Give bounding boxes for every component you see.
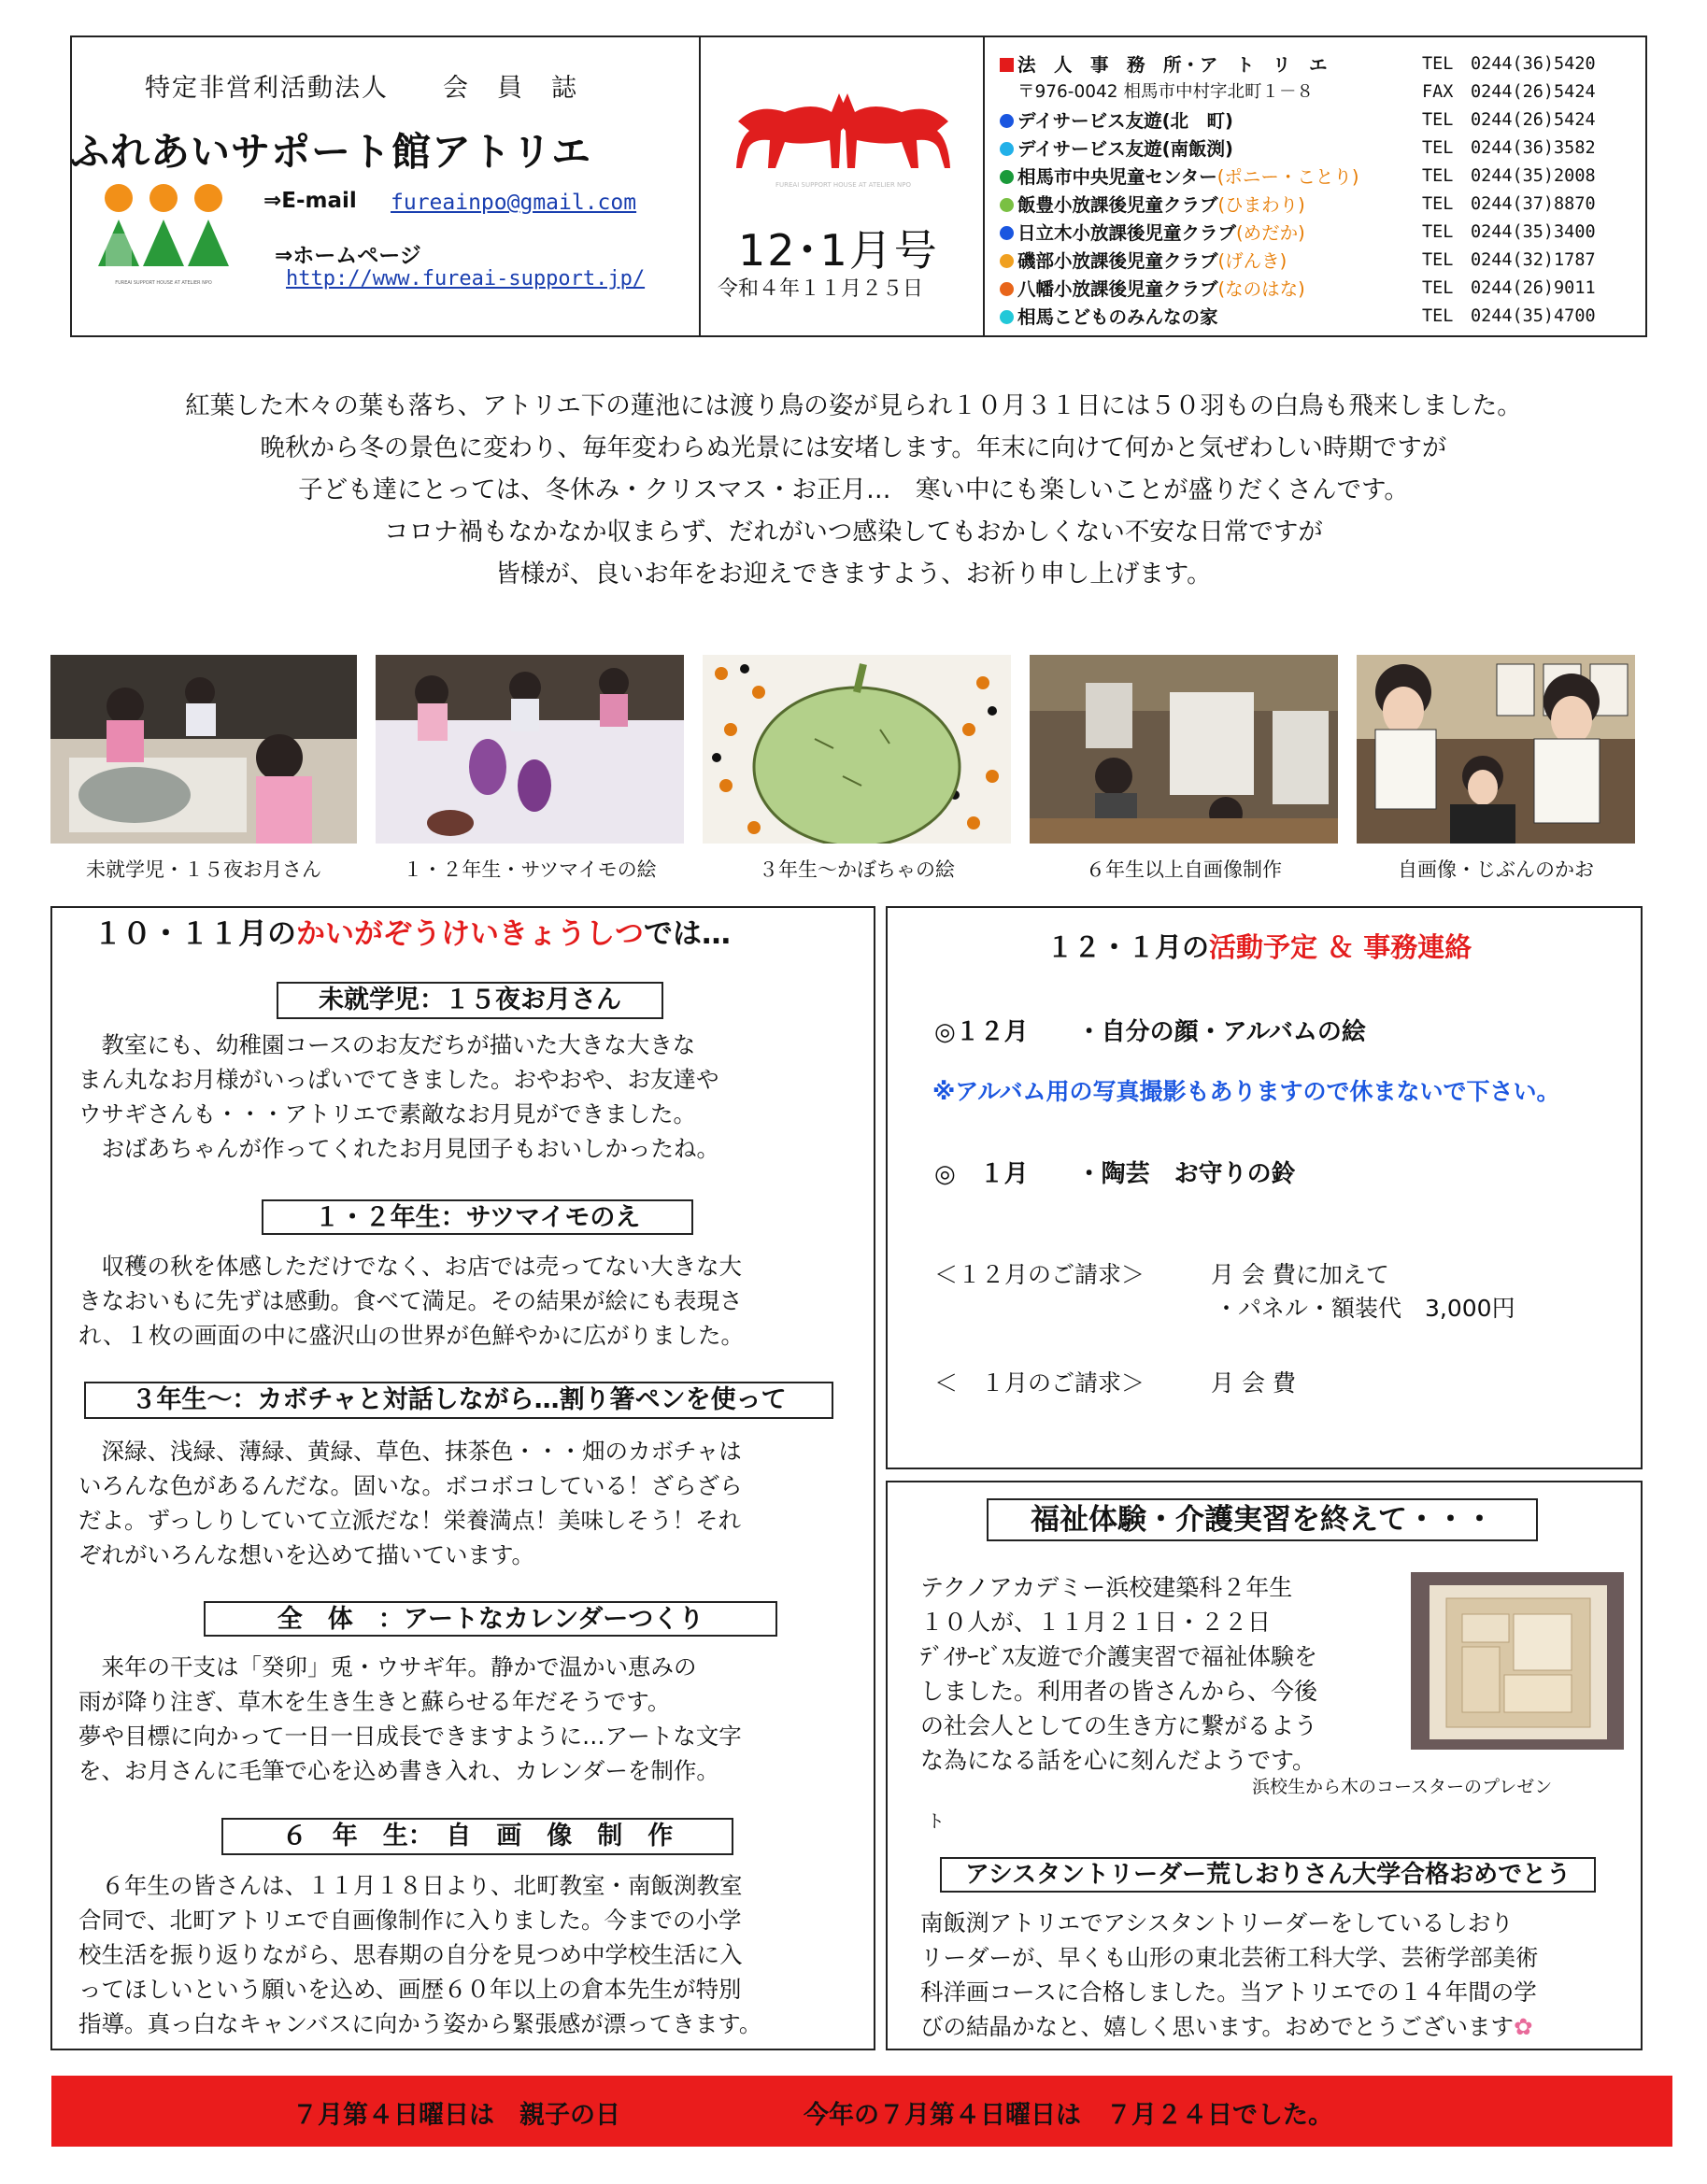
intro-line: 子ども達にとっては、冬休み・クリスマス・お正月… 寒い中にも楽しいことが盛りだくさんです。 [298,475,1409,504]
square-bullet-icon [1000,58,1014,72]
billing-january: 月 会 費 [1211,1369,1296,1397]
circle-bullet-icon [1000,170,1014,184]
office-row: 相馬こどものみんなの家 TEL 0244(35)4700 [1000,303,1218,331]
intro-line: 晩秋から冬の景色に変わり、毎年変わらぬ光景には安堵します。年末に向けて何かと気ぜわしい時期ですが [260,433,1447,462]
office-row: 飯豊小放課後児童クラブ(ひまわり) TEL 0244(37)8870 [1000,191,1305,219]
banner-right: 今年の７月第４日曜日は ７月２４日でした。 [804,2101,1333,2130]
section-heading: ３年生～：カボチャと対話しながら…割り箸ペンを使って [84,1382,833,1419]
office-row: デイサービス友遊(北 町) TEL 0244(26)5424 [1000,106,1233,135]
flower-icon: ✿ [1514,2013,1533,2040]
assistant-text: 南飯渕アトリエでアシスタントリーダーをしているしおり リーダーが、早くも山形の東北芸術工科大学、芸術学部美術 科洋画コースに合格しました。当アトリエでの１４年間の学 びの結晶かなと、嬉しく思います。おめでとうございます✿ [920,1909,1539,2040]
circle-bullet-icon [1000,254,1014,268]
coaster-caption-cont: ト [927,1811,946,1832]
coaster-photo [1411,1572,1624,1750]
issue-number: 12･1月号 [738,225,939,276]
intro-line: コロナ禍もなかなか収まらず、だれがいつ感染してもおかしくない不安な日常ですが [384,518,1323,546]
office-row: 磯部小放課後児童クラブ(げんき) TEL 0244(32)1787 [1000,247,1287,275]
schedule-december: ◎１２月 ・自分の顔・アルバムの絵 [934,1018,1366,1046]
circle-bullet-icon [1000,114,1014,128]
billing-december-1: 月 会 費に加えて [1211,1261,1389,1288]
photo-pumpkin [703,655,1011,844]
section-heading: 未就学児：１５夜お月さん [277,982,663,1019]
section-text: ６年生の皆さんは、１１月１８日より、北町教室・南飯渕教室 合同で、北町アトリエで自画像制作に入りました。今までの小学 校生活を振り返りながら、思春期の自分を見つめ中学校生活に入 ってほしいという願いを込め、画歴６０年以上の倉本先生が特別 指導。真っ白なキャンバスに向かう姿から緊張感が漂ってきます。 [78,1872,762,2037]
homepage-label: ⇒ホームページ [275,244,421,268]
section-heading: 全 体 ：アートなカレンダーつくり [204,1601,777,1637]
schedule-january: ◎ １月 ・陶芸 お守りの鈴 [934,1160,1296,1188]
office-row: 日立木小放課後児童クラブ(めだか) TEL 0244(35)3400 [1000,219,1305,247]
section-heading: ６ 年 生： 自 画 像 制 作 [221,1818,733,1855]
photo-caption: 自画像・じぶんのかお [1398,858,1594,881]
section-text: 教室にも、幼稚園コースのお友だちが描いた大きな大きな まん丸なお月様がいっぱいでてきました。おやおや、お友達や ウサギさんも・・・アトリエで素敵なお月見ができました。 おばあちゃんが作ってくれたお月見団子もおいしかったね。 [78,1031,719,1162]
email-link[interactable]: fureainpo@gmail.com [391,191,637,215]
circle-bullet-icon [1000,198,1014,212]
section-heading: １・２年生：サツマイモのえ [262,1199,693,1235]
office-row: デイサービス友遊(南飯渕) TEL 0244(36)3582 [1000,135,1233,163]
classroom-title: １０・１１月のかいがぞうけいきょうしつでは… [93,917,731,951]
section-text: 収穫の秋を体感しただけでなく、お店では売ってない大きな大 きなおいもに先ずは感動。食べて満足。その結果が絵にも表現さ れ、１枚の画面の中に盛沢山の世界が色鮮やかに広がりました。 [78,1253,744,1349]
photo-caption: ６年生以上自画像制作 [1086,858,1282,881]
homepage-link[interactable]: http://www.fureai-support.jp/ [286,267,646,291]
circle-bullet-icon [1000,310,1014,324]
intro-line: 紅葉した木々の葉も落ち、アトリエ下の蓮池には渡り鳥の姿が見られ１０月３１日には５０羽もの白鳥も飛来しました。 [185,391,1522,420]
photo-self-portrait-class [1030,655,1338,844]
billing-december-2: ・パネル・額装代 3,000円 [1215,1295,1515,1322]
horse-logo [729,84,958,196]
schedule-title: １２・１月の活動予定 ＆ 事務連絡 [1046,931,1472,963]
photo-self-portraits [1357,655,1635,844]
office-row: 相馬市中央児童センター(ポニー・ことり) TEL 0244(35)2008 [1000,163,1358,191]
billing-december-label: ＜１２月のご請求＞ [934,1261,1145,1288]
photo-kids-moon [50,655,357,844]
banner-left: ７月第４日曜日は 親子の日 [292,2101,620,2130]
office-row: 八幡小放課後児童クラブ(なのはな) TEL 0244(26)9011 [1000,275,1305,303]
org-logo [93,177,234,286]
email-label: ⇒E-mail [263,189,357,213]
schedule-note: ※アルバム用の写真撮影もありますので休まないで下さい。 [932,1078,1560,1105]
office-row: 法 人 事 務 所・ア ト リ エ TEL 0244(36)5420 [1000,50,1328,78]
photo-sweet-potato [376,655,684,844]
circle-bullet-icon [1000,226,1014,240]
intro-line: 皆様が、良いお年をお迎えできますよう、お祈り申し上げます。 [495,560,1212,589]
intro-text [37,385,1670,595]
coaster-caption: 浜校生から木のコースターのプレゼン [1252,1777,1553,1797]
header-divider [983,35,985,337]
assistant-heading: アシスタントリーダー荒しおりさん大学合格おめでとう [940,1857,1596,1893]
logo-caption: FUREAI SUPPORT HOUSE AT ATELIER NPO [115,280,212,286]
welfare-text: テクノアカデミー浜校建築科２年生 １０人が、１１月２１日・２２日 ﾃﾞｲｻｰﾋﾞｽ友遊で介護実習で福祉体験を しました。利用者の皆さんから、今後 の社会人としての生き方に繋がるよう な為になる話を心に刻んだようです。 [920,1574,1318,1774]
section-text: 深緑、浅緑、薄緑、黄緑、草色、抹茶色・・・畑のカボチャは いろんな色があるんだな。固いな。ボコボコしている！ざらざら だよ。ずっしりしていて立派だな！栄養満点！美味しそう！それ ぞれがいろんな想いを込めて描いています。 [78,1438,743,1568]
section-text: 来年の干支は「癸卯」兎・ウサギ年。静かで温かい恵みの 雨が降り注ぎ、草木を生き生きと蘇らせる年だそうです。 夢や目標に向かって一日一日成長できますように…アートな文字 を、お月さんに毛筆で心を込め書き入れ、カレンダーを制作。 [78,1653,742,1784]
office-row: 〒976-0042 相馬市中村字北町１－８ FAX 0244(26)5424 [1017,82,1596,102]
org-type: 特定非営利活動法人 会 員 誌 [145,74,578,103]
horse-logo-caption: FUREAI SUPPORT HOUSE AT ATELIER NPO [775,181,911,189]
photo-caption: 未就学児・１５夜お月さん [86,858,321,881]
circle-bullet-icon [1000,142,1014,156]
billing-january-label: ＜ １月のご請求＞ [934,1369,1145,1397]
bottom-banner [51,2076,1672,2147]
photo-caption: ３年生～かぼちゃの絵 [759,858,955,881]
welfare-heading: 福祉体験・介護実習を終えて・・・ [987,1498,1538,1541]
header-divider [699,35,701,337]
issue-date: 令和４年１１月２５日 [718,277,924,301]
circle-bullet-icon [1000,282,1014,296]
photo-caption: １・２年生・サツマイモの絵 [403,858,657,881]
org-name: ふれあいサポート館アトリエ [70,129,592,175]
